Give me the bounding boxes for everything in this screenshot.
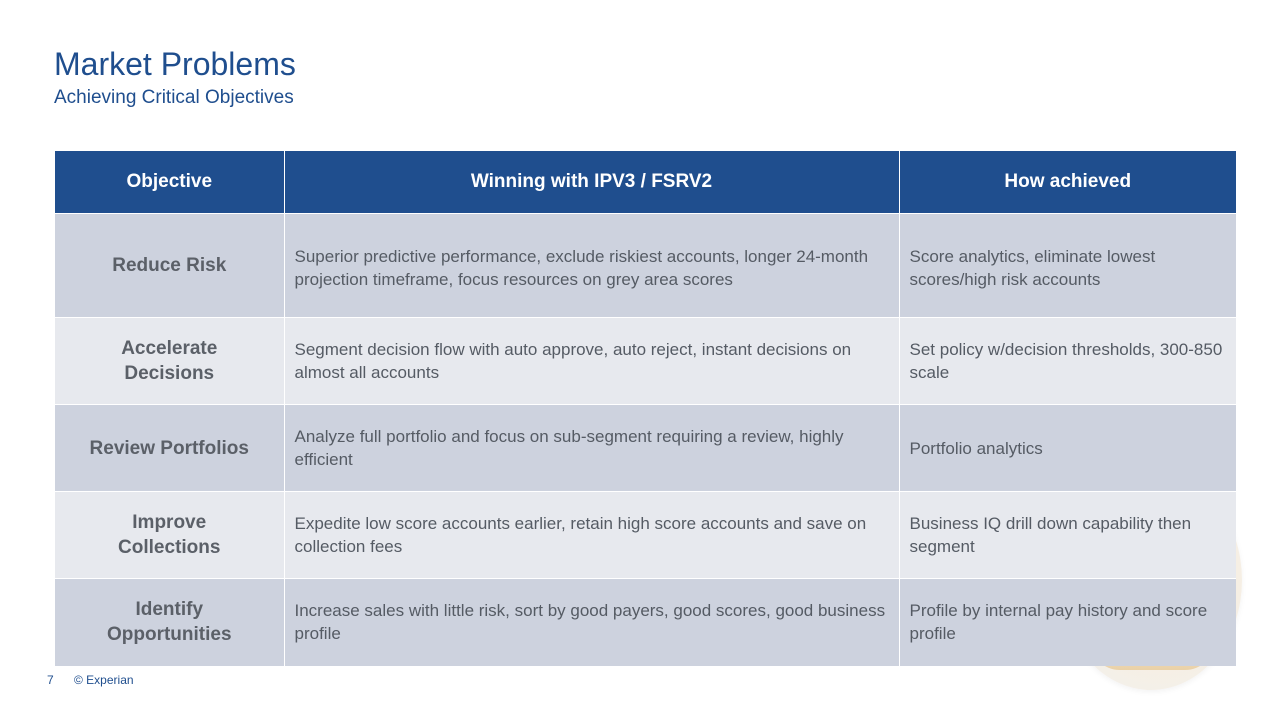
- objectives-table: [55, 151, 1236, 666]
- winning-cell: Expedite low score accounts earlier, retain high score accounts and save on collection fees: [284, 492, 899, 579]
- how-achieved-cell: Score analytics, eliminate lowest scores/high risk accounts: [899, 214, 1236, 318]
- table-row: [55, 214, 1236, 318]
- objective-cell: Improve Collections: [55, 492, 284, 579]
- table-header-row: [55, 151, 1236, 214]
- table-row: [55, 318, 1236, 405]
- winning-cell: Superior predictive performance, exclude riskiest accounts, longer 24-month projection timeframe, focus resources on grey area scores: [284, 214, 899, 318]
- objective-cell: Identify Opportunities: [55, 579, 284, 666]
- winning-cell: Increase sales with little risk, sort by good payers, good scores, good business profile: [284, 579, 899, 666]
- table-row: [55, 492, 1236, 579]
- objective-cell: Reduce Risk: [55, 214, 284, 318]
- page-subtitle: Achieving Critical Objectives: [54, 87, 294, 108]
- table-row: [55, 405, 1236, 492]
- objective-cell: Accelerate Decisions: [55, 318, 284, 405]
- page-title: Market Problems: [54, 46, 296, 82]
- how-achieved-cell: Profile by internal pay history and score profile: [899, 579, 1236, 666]
- page-number: 7: [47, 673, 54, 687]
- copyright-text: © Experian: [74, 673, 134, 687]
- how-achieved-cell: Business IQ drill down capability then segment: [899, 492, 1236, 579]
- winning-cell: Segment decision flow with auto approve, auto reject, instant decisions on almost all accounts: [284, 318, 899, 405]
- header-objective: Objective: [55, 151, 284, 214]
- table-row: [55, 579, 1236, 666]
- header-how-achieved: How achieved: [899, 151, 1236, 214]
- how-achieved-cell: Set policy w/decision thresholds, 300-850 scale: [899, 318, 1236, 405]
- objective-cell: Review Portfolios: [55, 405, 284, 492]
- header-winning: Winning with IPV3 / FSRV2: [284, 151, 899, 214]
- how-achieved-cell: Portfolio analytics: [899, 405, 1236, 492]
- winning-cell: Analyze full portfolio and focus on sub-segment requiring a review, highly efficient: [284, 405, 899, 492]
